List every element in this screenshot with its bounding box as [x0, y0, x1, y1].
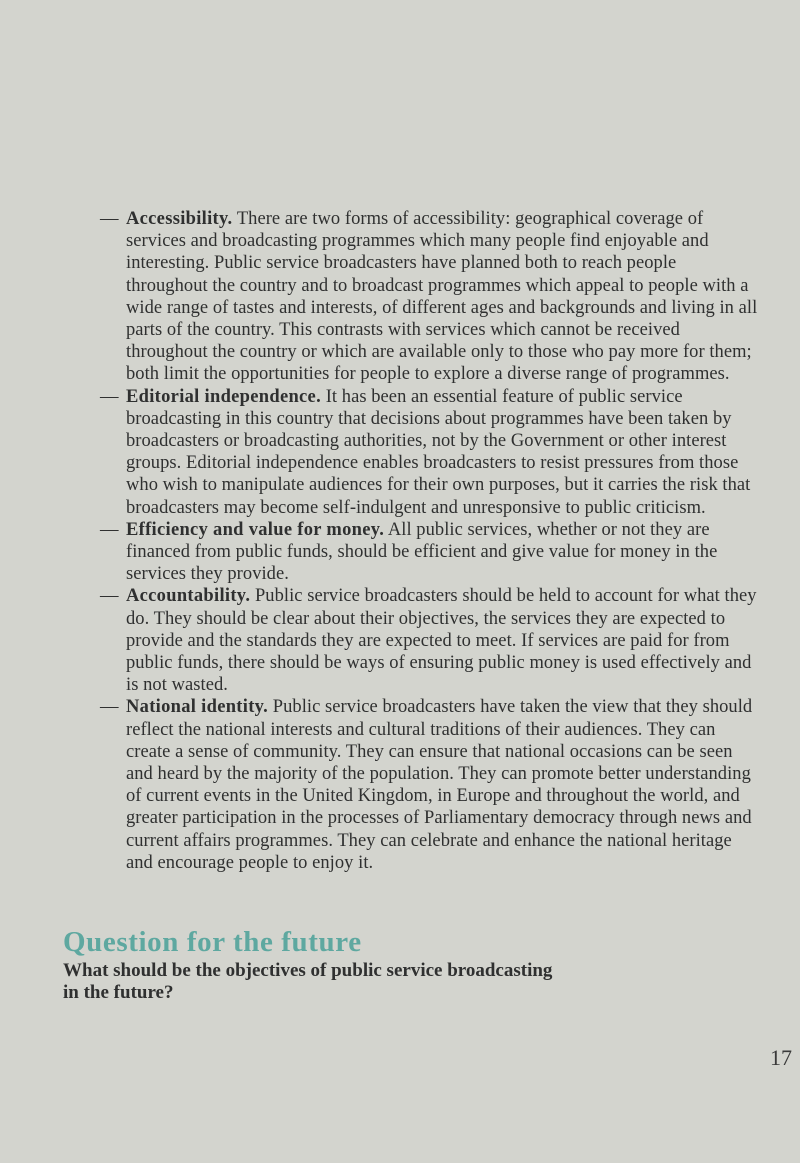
dash-marker: —	[100, 519, 119, 540]
list-item-editorial-independence	[100, 386, 760, 519]
dash-marker: —	[100, 586, 119, 607]
section-heading: Question for the future	[63, 926, 362, 958]
item-term: Accountability.	[126, 586, 251, 607]
item-text: There are two forms of accessibility: geographical coverage of services and broadcasting programmes which many people find enjoyable and interesting. Public service broadcasters have planned both to reach people throughout the country and to broadcast programmes which appeal to people with a wide range of tastes and interests, of different ages and backgrounds and living in all parts of the country. This contrasts with services which cannot be received throughout the country or which are available only to those who pay more for them; both limit the opportunities for people to explore a diverse range of programmes.	[126, 209, 758, 385]
page-number: 17	[770, 1045, 792, 1070]
item-text: It has been an essential feature of public service broadcasting in this country that decisions about programmes have been taken by broadcasters or broadcasting authorities, not by the Government or other interest groups. Editorial independence enables broadcasters to resist pressures from those who wish to manipulate audiences for their own purposes, but it carries the risk that broadcasters may become self-indulgent and unresponsive to public criticism.	[126, 386, 751, 518]
list-item-national-identity	[100, 696, 760, 874]
list-item-accessibility	[100, 208, 760, 386]
item-term: Accessibility.	[126, 209, 233, 229]
item-text: All public services, whether or not they are financed from public funds, should be efficient and give value for money in the services they provide.	[126, 519, 718, 585]
item-term: Efficiency and value for money.	[126, 519, 385, 540]
question-text: What should be the objectives of public service broadcasting in the future?	[63, 960, 553, 1003]
list-item-accountability	[100, 585, 760, 696]
dash-marker: —	[100, 386, 119, 407]
dash-marker: —	[100, 209, 119, 229]
item-term: Editorial independence.	[126, 386, 321, 407]
list-item-efficiency	[100, 519, 760, 586]
item-text: Public service broadcasters should be held to account for what they do. They should be clear about their objectives, the services they are expected to provide and the standards they are expected to meet. If services are paid for from public funds, there should be ways of ensuring public money is used effectively and is not wasted.	[126, 586, 757, 696]
item-text: Public service broadcasters have taken the view that they should reflect the national interests and cultural traditions of their audiences. They can create a sense of community. They can ensure that national occasions can be seen and heard by the majority of the population. They can promote better understanding of current events in the United Kingdom, in Europe and throughout the world, and greater participation in the processes of Parliamentary democracy through news and current affairs programmes. They can celebrate and enhance the national heritage and encourage people to enjoy it.	[126, 697, 753, 873]
item-term: National identity.	[126, 697, 269, 718]
dash-marker: —	[100, 697, 119, 718]
objectives-list	[100, 208, 760, 874]
